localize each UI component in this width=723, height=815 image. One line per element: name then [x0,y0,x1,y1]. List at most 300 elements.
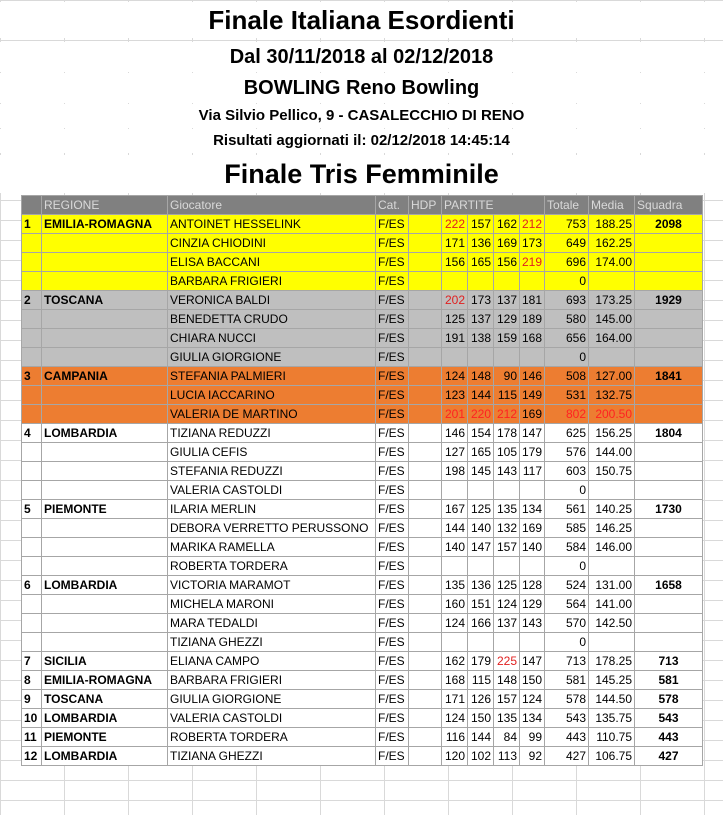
squadra-cell: 581 [635,671,703,690]
game-score-cell: 128 [520,576,545,595]
cat-cell: F/ES [376,728,409,747]
game-score-cell: 212 [520,215,545,234]
media-cell [589,633,635,652]
regione-cell [42,481,168,500]
regione-cell [42,348,168,367]
game-score-cell: 143 [494,462,520,481]
regione-cell: LOMBARDIA [42,709,168,728]
game-score-cell: 137 [494,614,520,633]
media-cell: 188.25 [589,215,635,234]
game-score-cell: 191 [442,329,468,348]
totale-cell: 524 [545,576,589,595]
cat-cell: F/ES [376,234,409,253]
position-cell [22,481,42,500]
table-row [22,329,703,348]
regione-cell [42,272,168,291]
game-score-cell: 202 [442,291,468,310]
game-score-cell: 140 [468,519,494,538]
cat-cell: F/ES [376,367,409,386]
cat-cell: F/ES [376,633,409,652]
squadra-cell [635,538,703,557]
regione-cell [42,234,168,253]
regione-cell: CAMPANIA [42,367,168,386]
position-cell [22,386,42,405]
hdp-cell [409,709,442,728]
game-score-cell: 125 [442,310,468,329]
squadra-cell: 543 [635,709,703,728]
table-row [22,367,703,386]
squadra-cell: 427 [635,747,703,766]
position-cell: 11 [22,728,42,747]
position-cell: 10 [22,709,42,728]
results-table [21,195,703,766]
game-score-cell [520,557,545,576]
regione-cell [42,386,168,405]
position-cell: 8 [22,671,42,690]
game-score-cell: 167 [442,500,468,519]
media-cell [589,557,635,576]
totale-cell: 0 [545,481,589,500]
position-cell [22,348,42,367]
totale-cell: 543 [545,709,589,728]
squadra-cell: 2098 [635,215,703,234]
position-cell: 3 [22,367,42,386]
cat-cell: F/ES [376,519,409,538]
game-score-cell: 219 [520,253,545,272]
totale-cell: 580 [545,310,589,329]
media-cell: 173.25 [589,291,635,310]
giocatore-cell: BARBARA FRIGIERI [168,671,376,690]
media-cell: 174.00 [589,253,635,272]
table-row [22,348,703,367]
table-row [22,614,703,633]
hdp-cell [409,652,442,671]
totale-cell: 603 [545,462,589,481]
game-score-cell: 99 [520,728,545,747]
game-score-cell: 220 [468,405,494,424]
game-score-cell: 148 [468,367,494,386]
squadra-cell: 1730 [635,500,703,519]
cat-cell: F/ES [376,462,409,481]
game-score-cell [520,348,545,367]
game-score-cell: 162 [442,652,468,671]
totale-cell: 427 [545,747,589,766]
game-score-cell: 115 [468,671,494,690]
game-score-cell: 135 [442,576,468,595]
game-score-cell: 157 [468,215,494,234]
table-row [22,747,703,766]
section-title: Finale Tris Femminile [0,155,723,193]
game-score-cell [468,633,494,652]
game-score-cell: 169 [494,234,520,253]
game-score-cell: 146 [442,424,468,443]
game-score-cell: 156 [494,253,520,272]
cat-cell: F/ES [376,291,409,310]
cat-cell: F/ES [376,424,409,443]
squadra-cell: 578 [635,690,703,709]
game-score-cell: 159 [494,329,520,348]
giocatore-cell: MARA TEDALDI [168,614,376,633]
giocatore-cell: GIULIA CEFIS [168,443,376,462]
squadra-cell [635,405,703,424]
game-score-cell: 134 [520,709,545,728]
giocatore-cell: BENEDETTA CRUDO [168,310,376,329]
position-cell [22,234,42,253]
game-score-cell: 173 [520,234,545,253]
event-dates: Dal 30/11/2018 al 02/12/2018 [0,42,723,72]
game-score-cell [442,481,468,500]
giocatore-cell: MICHELA MARONI [168,595,376,614]
hdp-cell [409,747,442,766]
giocatore-cell: STEFANIA REDUZZI [168,462,376,481]
game-score-cell: 181 [520,291,545,310]
position-cell [22,405,42,424]
position-cell: 1 [22,215,42,234]
game-score-cell: 145 [468,462,494,481]
squadra-cell [635,443,703,462]
totale-cell: 576 [545,443,589,462]
game-score-cell: 147 [520,652,545,671]
media-cell: 145.00 [589,310,635,329]
game-score-cell: 171 [442,690,468,709]
game-score-cell: 222 [442,215,468,234]
game-score-cell [442,272,468,291]
squadra-cell: 443 [635,728,703,747]
totale-cell: 570 [545,614,589,633]
cat-cell: F/ES [376,386,409,405]
game-score-cell: 168 [520,329,545,348]
game-score-cell: 166 [468,614,494,633]
table-row [22,424,703,443]
media-cell: 156.25 [589,424,635,443]
media-cell: 132.75 [589,386,635,405]
totale-cell: 443 [545,728,589,747]
game-score-cell: 225 [494,652,520,671]
media-cell: 140.25 [589,500,635,519]
game-score-cell: 160 [442,595,468,614]
hdp-cell [409,557,442,576]
regione-cell [42,595,168,614]
media-cell: 144.00 [589,443,635,462]
regione-cell: TOSCANA [42,690,168,709]
game-score-cell: 132 [494,519,520,538]
game-score-cell: 124 [494,595,520,614]
game-score-cell: 124 [442,614,468,633]
page-title: Finale Italiana Esordienti [0,2,723,38]
totale-cell: 649 [545,234,589,253]
game-score-cell: 143 [520,614,545,633]
totale-cell: 0 [545,348,589,367]
table-row [22,576,703,595]
game-score-cell: 136 [468,576,494,595]
cat-cell: F/ES [376,405,409,424]
giocatore-cell: ROBERTA TORDERA [168,557,376,576]
media-cell: 200.50 [589,405,635,424]
giocatore-cell: GIULIA GIORGIONE [168,348,376,367]
cat-cell: F/ES [376,747,409,766]
table-row [22,633,703,652]
game-score-cell: 129 [520,595,545,614]
totale-cell: 696 [545,253,589,272]
game-score-cell [468,481,494,500]
regione-cell [42,633,168,652]
cat-cell: F/ES [376,690,409,709]
game-score-cell: 124 [442,709,468,728]
squadra-cell [635,557,703,576]
game-score-cell: 179 [468,652,494,671]
media-cell: 146.25 [589,519,635,538]
totale-cell: 693 [545,291,589,310]
position-cell [22,557,42,576]
game-score-cell: 117 [520,462,545,481]
giocatore-cell: VALERIA CASTOLDI [168,481,376,500]
squadra-cell [635,272,703,291]
table-row [22,215,703,234]
regione-cell: LOMBARDIA [42,424,168,443]
regione-cell: LOMBARDIA [42,747,168,766]
media-cell [589,272,635,291]
totale-cell: 531 [545,386,589,405]
game-score-cell: 189 [520,310,545,329]
col-giocatore-header: Giocatore [168,196,376,215]
regione-cell: PIEMONTE [42,500,168,519]
hdp-cell [409,576,442,595]
giocatore-cell: TIZIANA GHEZZI [168,633,376,652]
totale-cell: 713 [545,652,589,671]
cat-cell: F/ES [376,557,409,576]
squadra-cell: 1929 [635,291,703,310]
game-score-cell: 115 [494,386,520,405]
cat-cell: F/ES [376,481,409,500]
game-score-cell: 140 [442,538,468,557]
col-partite-header: PARTITE [442,196,545,215]
game-score-cell: 127 [442,443,468,462]
col-regione-header: REGIONE [42,196,168,215]
cat-cell: F/ES [376,253,409,272]
hdp-cell [409,443,442,462]
regione-cell [42,443,168,462]
hdp-cell [409,272,442,291]
game-score-cell: 126 [468,690,494,709]
hdp-cell [409,253,442,272]
position-cell: 5 [22,500,42,519]
totale-cell: 564 [545,595,589,614]
giocatore-cell: ELISA BACCANI [168,253,376,272]
game-score-cell [520,272,545,291]
table-header-row [22,196,703,215]
regione-cell [42,405,168,424]
game-score-cell: 154 [468,424,494,443]
squadra-cell [635,595,703,614]
media-cell: 162.25 [589,234,635,253]
game-score-cell [494,348,520,367]
position-cell: 12 [22,747,42,766]
squadra-cell [635,633,703,652]
totale-cell: 656 [545,329,589,348]
giocatore-cell: ROBERTA TORDERA [168,728,376,747]
table-row [22,557,703,576]
game-score-cell: 129 [494,310,520,329]
regione-cell [42,462,168,481]
game-score-cell [520,633,545,652]
game-score-cell: 171 [442,234,468,253]
media-cell: 178.25 [589,652,635,671]
squadra-cell [635,614,703,633]
giocatore-cell: VALERIA DE MARTINO [168,405,376,424]
giocatore-cell: ILARIA MERLIN [168,500,376,519]
totale-cell: 0 [545,633,589,652]
game-score-cell: 137 [494,291,520,310]
table-row [22,443,703,462]
media-cell: 145.25 [589,671,635,690]
table-row [22,728,703,747]
game-score-cell: 198 [442,462,468,481]
regione-cell: PIEMONTE [42,728,168,747]
media-cell: 142.50 [589,614,635,633]
hdp-cell [409,519,442,538]
table-row [22,405,703,424]
giocatore-cell: DEBORA VERRETTO PERUSSONO [168,519,376,538]
hdp-cell [409,291,442,310]
squadra-cell [635,481,703,500]
col-pos-header [22,196,42,215]
squadra-cell [635,253,703,272]
media-cell: 131.00 [589,576,635,595]
col-totale-header: Totale [545,196,589,215]
table-row [22,652,703,671]
position-cell: 2 [22,291,42,310]
regione-cell [42,538,168,557]
hdp-cell [409,329,442,348]
game-score-cell [494,481,520,500]
position-cell [22,253,42,272]
hdp-cell [409,234,442,253]
hdp-cell [409,614,442,633]
position-cell [22,595,42,614]
giocatore-cell: CINZIA CHIODINI [168,234,376,253]
table-row [22,538,703,557]
regione-cell [42,310,168,329]
giocatore-cell: MARIKA RAMELLA [168,538,376,557]
squadra-cell [635,234,703,253]
table-row [22,481,703,500]
hdp-cell [409,405,442,424]
cat-cell: F/ES [376,652,409,671]
game-score-cell: 134 [520,500,545,519]
hdp-cell [409,500,442,519]
totale-cell: 0 [545,272,589,291]
totale-cell: 585 [545,519,589,538]
giocatore-cell: ANTOINET HESSELINK [168,215,376,234]
game-score-cell [494,272,520,291]
game-score-cell [468,348,494,367]
table-row [22,671,703,690]
game-score-cell: 178 [494,424,520,443]
giocatore-cell: VICTORIA MARAMOT [168,576,376,595]
media-cell: 164.00 [589,329,635,348]
col-media-header: Media [589,196,635,215]
hdp-cell [409,462,442,481]
game-score-cell: 165 [468,443,494,462]
table-row [22,253,703,272]
game-score-cell: 102 [468,747,494,766]
giocatore-cell: VALERIA CASTOLDI [168,709,376,728]
position-cell [22,443,42,462]
game-score-cell: 148 [494,671,520,690]
media-cell: 135.75 [589,709,635,728]
hdp-cell [409,690,442,709]
regione-cell [42,519,168,538]
cat-cell: F/ES [376,576,409,595]
squadra-cell [635,348,703,367]
regione-cell: TOSCANA [42,291,168,310]
game-score-cell [442,557,468,576]
game-score-cell: 135 [494,709,520,728]
game-score-cell: 201 [442,405,468,424]
squadra-cell: 1841 [635,367,703,386]
table-row [22,310,703,329]
giocatore-cell: BARBARA FRIGIERI [168,272,376,291]
cat-cell: F/ES [376,500,409,519]
position-cell [22,519,42,538]
hdp-cell [409,538,442,557]
col-cat-header: Cat. [376,196,409,215]
giocatore-cell: ELIANA CAMPO [168,652,376,671]
regione-cell [42,614,168,633]
position-cell [22,614,42,633]
game-score-cell: 150 [520,671,545,690]
game-score-cell: 173 [468,291,494,310]
regione-cell: SICILIA [42,652,168,671]
hdp-cell [409,728,442,747]
cat-cell: F/ES [376,595,409,614]
table-row [22,519,703,538]
game-score-cell [520,481,545,500]
game-score-cell: 125 [468,500,494,519]
squadra-cell [635,462,703,481]
game-score-cell: 123 [442,386,468,405]
media-cell: 144.50 [589,690,635,709]
media-cell [589,481,635,500]
giocatore-cell: TIZIANA GHEZZI [168,747,376,766]
game-score-cell: 105 [494,443,520,462]
totale-cell: 581 [545,671,589,690]
game-score-cell: 157 [494,690,520,709]
game-score-cell: 90 [494,367,520,386]
squadra-cell [635,329,703,348]
game-score-cell [494,557,520,576]
media-cell: 106.75 [589,747,635,766]
game-score-cell: 147 [468,538,494,557]
squadra-cell: 713 [635,652,703,671]
game-score-cell: 149 [520,386,545,405]
position-cell [22,633,42,652]
giocatore-cell: TIZIANA REDUZZI [168,424,376,443]
venue-address: Via Silvio Pellico, 9 - CASALECCHIO DI RENO [0,104,723,128]
game-score-cell: 144 [442,519,468,538]
regione-cell: EMILIA-ROMAGNA [42,215,168,234]
table-row [22,462,703,481]
hdp-cell [409,348,442,367]
hdp-cell [409,386,442,405]
game-score-cell: 156 [442,253,468,272]
game-score-cell: 157 [494,538,520,557]
position-cell [22,329,42,348]
totale-cell: 578 [545,690,589,709]
hdp-cell [409,367,442,386]
squadra-cell: 1804 [635,424,703,443]
cat-cell: F/ES [376,310,409,329]
